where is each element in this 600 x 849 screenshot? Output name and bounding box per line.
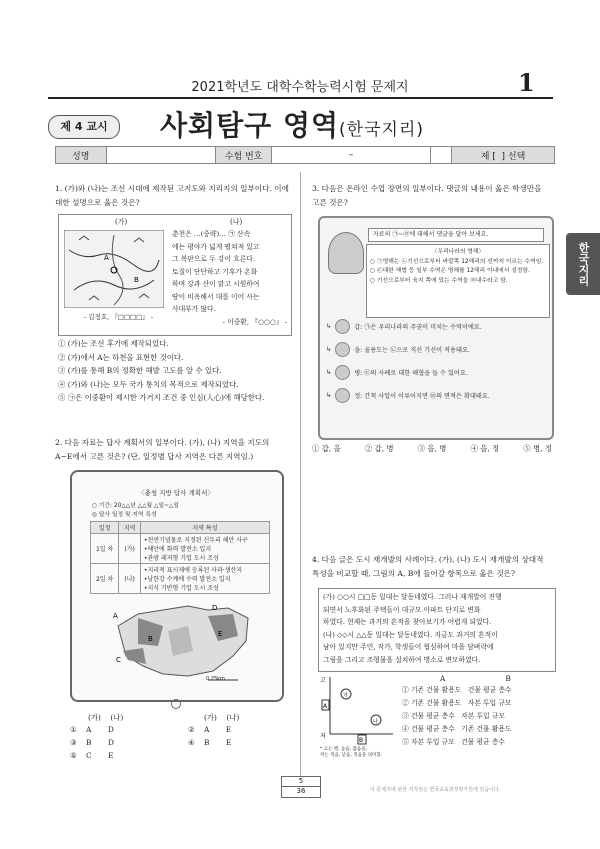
q2-option-3[interactable]: ③ B D	[70, 738, 114, 747]
page-indicator: 5 36	[281, 776, 321, 798]
q4-stem: 4. 다음 글은 도시 재개발의 사례이다. (가), (나) 도시 재개발의 상대적 특성을 비교할 때, 그림의 A, B에 들어갈 항목으로 옳은 것은?	[312, 555, 544, 578]
svg-text:A: A	[104, 254, 109, 262]
column-divider	[300, 172, 301, 777]
q3-notice: 자료의 ㉠~㉣에 대해서 댓글을 달아 보세요.	[368, 228, 544, 242]
name-label: 성명	[56, 147, 107, 163]
q4-option-5[interactable]: ⑤ 자본 투입 규모 건물 평균 층수	[402, 738, 505, 746]
map-label-a: A	[113, 612, 118, 620]
map-label-b: B	[148, 635, 153, 643]
q3-options	[312, 442, 552, 456]
q2-answer-header: (가) (나)	[88, 713, 124, 722]
info-bar	[55, 146, 555, 164]
q2-option-2[interactable]: ② A E	[188, 725, 232, 734]
exam-title: 2021학년도 대학수학능력시험 문제지	[191, 80, 409, 95]
q1-option-1[interactable]: ① (가)는 조선 후기에 제작되었다.	[58, 339, 169, 348]
table-row: 2일 차 (나) •지리적 표시제에 등록된 사과·생산지 •남한강 수계에 수력 발전소 입지 •지식 기반형 기업 도시 조성	[91, 564, 270, 594]
q3-comments	[326, 318, 542, 404]
q1-old-map	[64, 230, 164, 308]
q2-tablet-home-button	[171, 699, 181, 709]
copyright-note: 이 문제지에 관한 저작권은 한국교육과정평가원에 있습니다.	[370, 787, 501, 793]
q3-sea-box: 〈우리나라의 영해〉 ○ ㉠영해는 ㉡기선으로부터 바깥쪽 12해리의 선까지 이르는 수역임. ○ ㉢대한 해협 등 일부 수역은 영해를 12해리 이내에서 설정함. ○ 기선으로부터 육지 쪽에 있는 수역을 ㉣내수라고 함.	[366, 244, 550, 318]
svg-text:저: 저	[320, 733, 326, 740]
q1-option-3[interactable]: ③ (가)를 통해 B의 정확한 해발 고도를 알 수 있다.	[58, 366, 222, 375]
q4-col-headers: A B	[440, 674, 511, 683]
avatar	[335, 319, 350, 334]
q1-option-5[interactable]: ⑤ ㉠은 이중환이 제시한 가거지 조건 중 인심(人心)에 해당한다.	[58, 393, 265, 402]
exam-number-field[interactable]: –	[272, 147, 431, 163]
q2-option-1[interactable]: ① A D	[70, 725, 114, 734]
q3-option-4[interactable]: ④ 을, 정	[470, 444, 500, 453]
q4-passage-box: (가) ○○시 □□동 일대는 달동네였다. 그러나 재개발이 진행 되면서 노후화된 주택들이 대규모 아파트 단지로 변화 하였다. 현재는 과거의 흔적을 찾아보기가 어렵게 되었다. (나) ◇◇시 △△동 일대는 달동네였다. 지금도 과거의 흔적이 남아 있지만 주민, 작가, 학생들이 협심하여 마을 담벼락에 그림을 그리고 조형물을 설치하여 명소로 변모하였다.	[318, 588, 556, 672]
q2-stem: 2. 다음 자료는 답사 계획서의 일부이다. (가), (나) 지역을 지도의 A~E에서 고른 것은? (단, 일정별 답사 지역은 다른 지역임.)	[55, 438, 270, 461]
q1-option-2[interactable]: ② (가)에서 A는 하천을 표현한 것이다.	[58, 352, 184, 362]
map-label-d: D	[212, 604, 218, 612]
q1-label-ga: (가)	[115, 218, 128, 226]
page-number: 1	[518, 68, 535, 97]
q2-answer-header-2: (가) (나)	[204, 713, 240, 722]
q4-option-1[interactable]: ① 기존 건물 활용도 건물 평균 층수	[402, 686, 512, 694]
q2-map-scale: 0 25km	[206, 676, 225, 682]
q1-map-caption: - 김정호, 『□□□□』 -	[84, 313, 154, 321]
q3-option-5[interactable]: ⑤ 병, 정	[523, 444, 552, 453]
q3-option-2[interactable]: ② 갑, 병	[364, 444, 394, 453]
avatar	[335, 342, 350, 357]
subject-title: 사회탐구 영역(한국지리)	[160, 109, 424, 142]
q4-graph	[318, 672, 398, 750]
q2-option-4[interactable]: ④ B E	[188, 738, 232, 747]
map-label-e: E	[218, 630, 223, 638]
avatar	[335, 388, 350, 403]
map-label-c: C	[116, 656, 121, 664]
svg-text:가: 가	[343, 693, 348, 699]
header-rule	[48, 97, 553, 99]
q2-plan-info: ○ 기간: 20△△년 △△월 △일~△일 ◎ 답사 일정 및 지역 특성	[92, 503, 179, 518]
comment-gap: ↳ 갑: ㉠은 우리나라의 주권이 미치는 수역이에요.	[326, 318, 542, 335]
svg-text:B: B	[134, 276, 139, 284]
q1-text-excerpt: 춘천은 …(중략)… ㉠ 산속 에는 평야가 넓게 펼쳐져 있고 그 복판으로 두 강이 흐른다. 토질이 단단하고 기후가 온화 하며 강과 산이 맑고 시원하여 땅이 비옥해서 대를 이어 사는 사대부가 많다. - 이중환, 『○○○』 -	[172, 230, 287, 326]
q3-option-3[interactable]: ③ 을, 병	[417, 444, 447, 453]
svg-text:고: 고	[320, 677, 326, 684]
q2-option-5[interactable]: ⑤ C E	[70, 751, 114, 760]
comment-eul: ↳ 을: 울릉도는 ㉡으로 직선 기선이 적용돼요.	[326, 341, 542, 358]
q4-option-2[interactable]: ② 기존 건물 활용도 자본 투입 규모	[402, 699, 512, 707]
q4-option-4[interactable]: ④ 건물 평균 층수 기존 건물 활용도	[402, 725, 512, 733]
avatar	[335, 365, 350, 380]
exam-number-label: 수험 번호	[216, 147, 271, 163]
comment-byeong: ↳ 병: ㉢의 사례로 대한 해협을 들 수 있어요.	[326, 364, 542, 381]
comment-jeong: ↳ 정: 간척 사업이 이루어지면 ㉣의 면적은 확대돼요.	[326, 387, 542, 404]
q4-options	[402, 684, 552, 749]
q1-stem: 1. (가)와 (나)는 조선 시대에 제작된 고지도와 지리지의 일부이다. 이에 대한 설명으로 옳은 것은?	[55, 184, 289, 207]
q4-graph-note: * 고는 행, 높음, 많음을, 저는 적음, 낮음, 적음을 의미함.	[320, 747, 383, 758]
teacher-avatar	[328, 232, 364, 274]
q2-plan-title: 〈충청 지방 답사 계획서〉	[138, 489, 214, 497]
choice-label: 제 [ ] 선택	[451, 147, 554, 163]
svg-text:B: B	[359, 737, 364, 744]
svg-text:나: 나	[373, 719, 378, 725]
q3-option-1[interactable]: ① 갑, 을	[312, 444, 341, 453]
name-field[interactable]	[107, 147, 217, 163]
q2-region-map	[108, 596, 258, 684]
q2-plan-table: 일정 지역 지역 특성 1일 차 (가) •천연기념물로 지정된 신두리 해안 사구 •해안에 화력 발전소 입지 •관광 레저형 기업 도시 조성 2일 차 (나) •지리적 표시제에 등록된 사과·생산지 •남한강 수계에 수력 발전소 입지 •지식 기반형 기업 도시 조성	[90, 521, 270, 594]
q3-stem: 3. 다음은 온라인 수업 장면의 일부이다. 댓글의 내용이 옳은 학생만을 고른 것은?	[312, 184, 542, 207]
q1-label-na: (나)	[230, 218, 243, 226]
table-row: 1일 차 (가) •천연기념물로 지정된 신두리 해안 사구 •해안에 화력 발전소 입지 •관광 레저형 기업 도시 조성	[91, 534, 270, 564]
svg-text:A: A	[323, 703, 328, 710]
session-badge: 제 4 교시	[48, 115, 120, 139]
q1-option-4[interactable]: ④ (가)와 (나)는 모두 국가 통치의 목적으로 제작되었다.	[58, 379, 239, 389]
q4-option-3[interactable]: ③ 건물 평균 층수 자본 투입 규모	[402, 712, 505, 720]
q1-options	[58, 337, 298, 405]
subject-side-tab: 한국지리	[566, 233, 600, 295]
